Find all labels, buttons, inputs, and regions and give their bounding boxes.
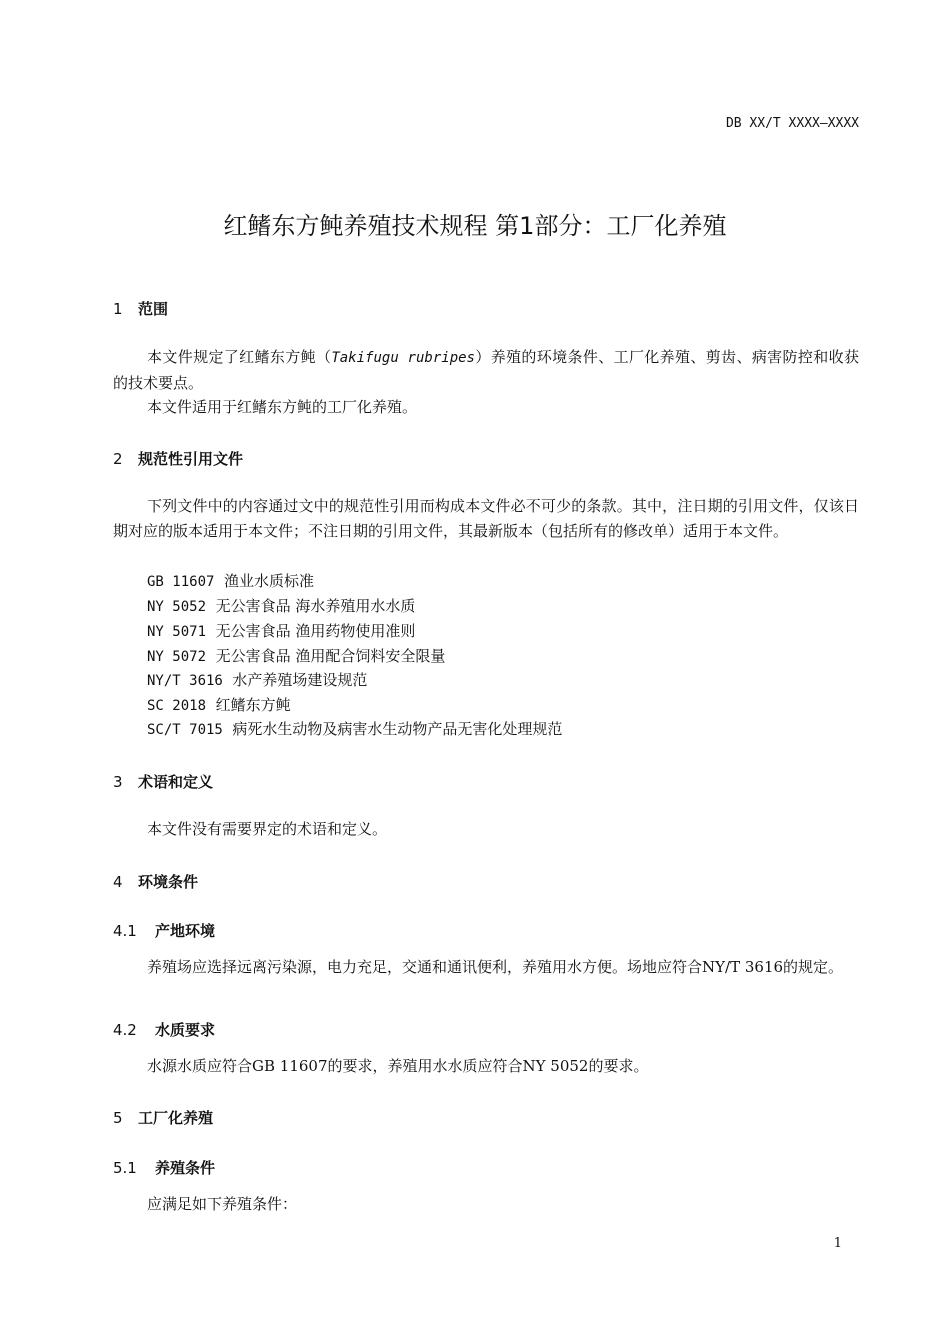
section-title: 环境条件 [138,873,199,891]
reference-item [147,669,367,690]
section-title: 工厂化养殖 [138,1109,214,1127]
reference-item [147,694,291,715]
reference-name: 水产养殖场建设规范 [232,671,368,689]
subsection-title: 产地环境 [155,922,216,940]
section-1-heading [113,298,168,319]
section-1-paragraph-2: 本文件适用于红鳍东方鲀的工厂化养殖。 [147,398,418,416]
section-4-1-heading [113,920,215,941]
reference-item [147,718,562,739]
page-title: 红鳍东方鲀养殖技术规程 第1部分：工厂化养殖 [223,212,727,240]
reference-name: 无公害食品 海水养殖用水水质 [215,597,416,615]
reference-code: NY 5052 [147,599,207,615]
subsection-title: 水质要求 [155,1021,216,1039]
reference-code: NY 5071 [147,624,207,640]
reference-item [147,645,445,666]
section-5-heading [113,1107,213,1128]
section-title: 规范性引用文件 [138,450,244,468]
section-1-paragraph-1 [113,345,859,395]
reference-name: 红鳍东方鲀 [215,696,291,714]
section-4-2-heading [113,1019,215,1040]
reference-code: SC 2018 [147,698,207,714]
page-number: 1 [833,1236,842,1251]
reference-item [147,620,415,641]
section-4-heading [113,871,198,892]
subsection-number: 5.1 [113,1159,137,1177]
reference-name: 渔业水质标准 [223,572,314,590]
section-number: 3 [113,773,123,791]
reference-name: 无公害食品 渔用药物使用准则 [215,622,416,640]
section-title: 术语和定义 [138,773,214,791]
reference-name: 病死水生动物及病害水生动物产品无害化处理规范 [232,720,563,738]
subsection-title: 养殖条件 [155,1159,216,1177]
section-5-1-paragraph-1: 应满足如下养殖条件： [147,1195,298,1213]
section-number: 4 [113,873,123,891]
reference-name: 无公害食品 渔用配合饲料安全限量 [215,647,446,665]
section-3-heading [113,771,213,792]
section-2-heading [113,448,243,469]
section-title: 范围 [138,300,169,318]
reference-item [147,595,415,616]
section-number: 2 [113,450,123,468]
section-2-paragraph-1: 下列文件中的内容通过文中的规范性引用而构成本文件必不可少的条款。其中，注日期的引用文件，仅该日期对应的版本适用于本文件；不注日期的引用文件，其最新版本（包括所有的修改单）适用于本文件。 [113,497,859,540]
section-number: 1 [113,300,123,318]
latin-name: Takifugu rubripes [331,350,475,366]
section-3-paragraph-1: 本文件没有需要界定的术语和定义。 [147,820,388,838]
reference-item [147,570,314,591]
reference-code: GB 11607 [147,574,215,590]
document-number: DB XX/T XXXX—XXXX [725,116,859,131]
reference-code: NY 5072 [147,649,207,665]
section-4-2-paragraph-1: 水源水质应符合GB 11607的要求，养殖用水水质应符合NY 5052的要求。 [147,1057,649,1075]
text-run: ）养殖的环境条件、工厂化养殖、剪齿、病害防控和收获的技术要点。 [113,348,859,392]
section-4-1-paragraph-1: 养殖场应选择远离污染源，电力充足，交通和通讯便利，养殖用水方便。场地应符合NY/T 3616的规定。 [147,958,844,976]
section-number: 5 [113,1109,123,1127]
reference-code: SC/T 7015 [147,722,223,738]
subsection-number: 4.2 [113,1021,137,1039]
section-5-1-heading [113,1157,215,1178]
reference-code: NY/T 3616 [147,673,223,689]
text-run: 本文件规定了红鳍东方鲀（ [147,348,332,366]
subsection-number: 4.1 [113,922,137,940]
